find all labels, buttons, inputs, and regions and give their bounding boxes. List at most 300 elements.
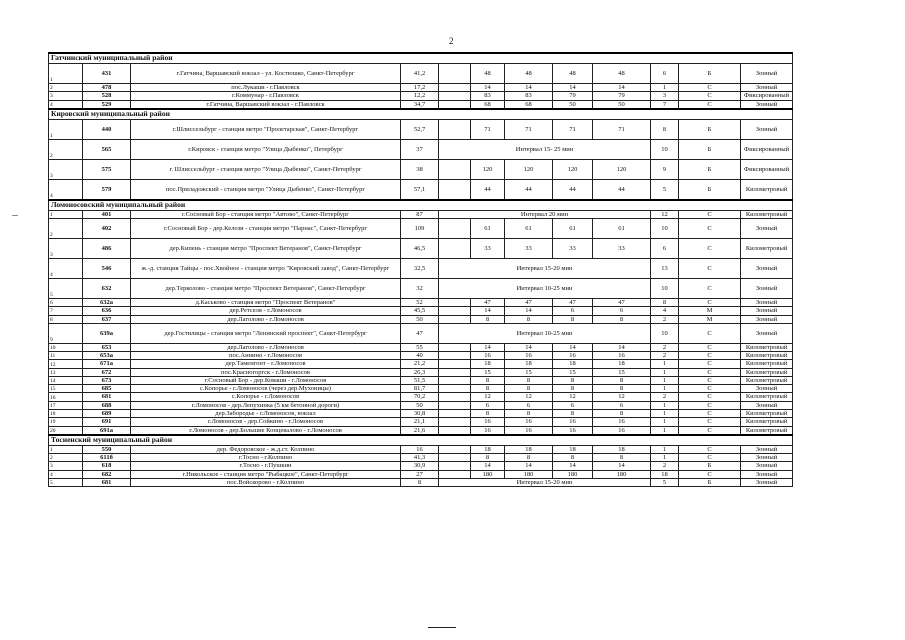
tariff-type: Зонный	[741, 84, 793, 92]
row-number: 12	[49, 360, 83, 368]
route-length: 27	[401, 470, 439, 478]
vehicle-count: 3	[651, 92, 679, 100]
vehicle-count: 1	[651, 454, 679, 462]
row-number: 1	[49, 119, 83, 139]
route-description: дер.Лаголово - г.Ломоносов	[131, 343, 401, 351]
table-row	[49, 376, 793, 384]
spacer-cell	[439, 360, 471, 368]
spacer-cell	[439, 64, 471, 84]
tariff-type: Фиксированный	[741, 92, 793, 100]
spacer-cell	[439, 352, 471, 360]
route-length: 45,5	[401, 307, 439, 315]
trips-value: 18	[505, 445, 553, 453]
trips-value: 16	[553, 418, 593, 426]
route-length: 21,2	[401, 360, 439, 368]
route-description: дер.Кипень - станция метро "Проспект Ветеранов", Санкт-Петербург	[131, 239, 401, 259]
route-number: 529	[83, 100, 131, 109]
route-length: 38	[401, 159, 439, 179]
vehicle-class: С	[679, 445, 741, 453]
table-row	[49, 385, 793, 393]
row-number: 20	[49, 426, 83, 435]
trips-value: 8	[593, 409, 651, 417]
table-row	[49, 360, 793, 368]
spacer-cell	[439, 445, 471, 453]
vehicle-class: Б	[679, 119, 741, 139]
route-description: пос.Войскорово - г.Колпино	[131, 478, 401, 486]
trips-value: 6	[505, 401, 553, 409]
route-number: 653а	[83, 352, 131, 360]
tariff-type: Километровый	[741, 409, 793, 417]
trips-value: 68	[505, 100, 553, 109]
route-description: г.Коммунар - г.Павловск	[131, 92, 401, 100]
vehicle-class: Б	[679, 179, 741, 200]
route-description: с.Копорье - г.Ломоносов (через дер.Мухоницы)	[131, 385, 401, 393]
route-number: 579	[83, 179, 131, 200]
tariff-type: Зонный	[741, 307, 793, 315]
tariff-type: Километровый	[741, 376, 793, 384]
route-length: 17,2	[401, 84, 439, 92]
table-row	[49, 92, 793, 100]
trips-value: 14	[553, 84, 593, 92]
spacer-cell	[439, 159, 471, 179]
route-description: пос.Лукаши - г.Павловск	[131, 84, 401, 92]
vehicle-class: Б	[679, 159, 741, 179]
vehicle-count: 1	[651, 401, 679, 409]
trips-value: 16	[505, 418, 553, 426]
route-description: пос.Аннино - г.Ломоносов	[131, 352, 401, 360]
trips-value: 18	[553, 445, 593, 453]
interval-note: Интервал 10-25 мин	[439, 323, 651, 343]
vehicle-count: 1	[651, 385, 679, 393]
trips-value: 15	[553, 368, 593, 376]
route-description: г.Ломоносов - дер.Большие Концевалово - г.Ломоносов	[131, 426, 401, 435]
route-number: 611б	[83, 454, 131, 462]
table-row	[49, 299, 793, 307]
trips-value: 33	[553, 239, 593, 259]
route-length: 47	[401, 323, 439, 343]
vehicle-class: М	[679, 315, 741, 323]
table-row	[49, 368, 793, 376]
row-number: 1	[49, 64, 83, 84]
tariff-type: Зонный	[741, 100, 793, 109]
trips-value: 16	[553, 426, 593, 435]
table-row	[49, 159, 793, 179]
trips-value: 71	[505, 119, 553, 139]
vehicle-count: 10	[651, 323, 679, 343]
trips-value: 120	[505, 159, 553, 179]
row-number: 5	[49, 478, 83, 486]
table-row	[49, 393, 793, 401]
row-number: 5	[49, 279, 83, 299]
vehicle-class: С	[679, 393, 741, 401]
spacer-cell	[439, 418, 471, 426]
vehicle-count: 12	[651, 210, 679, 218]
trips-value: 83	[505, 92, 553, 100]
trips-value: 120	[593, 159, 651, 179]
vehicle-class: С	[679, 360, 741, 368]
trips-value: 8	[505, 376, 553, 384]
spacer-cell	[439, 299, 471, 307]
route-length: 57,1	[401, 179, 439, 200]
tariff-type: Километровый	[741, 352, 793, 360]
tariff-type: Зонный	[741, 454, 793, 462]
table-row	[49, 210, 793, 218]
trips-value: 47	[553, 299, 593, 307]
tariff-type: Километровый	[741, 343, 793, 351]
trips-value: 61	[593, 219, 651, 239]
tariff-type: Зонный	[741, 259, 793, 279]
route-length: 50	[401, 315, 439, 323]
vehicle-class: М	[679, 307, 741, 315]
vehicle-count: 8	[651, 119, 679, 139]
route-description: дер.Терколово - станция метро "Проспект Ветеранов", Санкт-Петербург	[131, 279, 401, 299]
route-description: г.Кировск - станция метро "Улица Дыбенко", Петербург	[131, 139, 401, 159]
route-number: 681	[83, 478, 131, 486]
trips-value: 180	[471, 470, 505, 478]
trips-value: 14	[471, 84, 505, 92]
route-number: 618	[83, 462, 131, 470]
route-description: дер.Ретселя - г.Ломоносов	[131, 307, 401, 315]
trips-value: 61	[505, 219, 553, 239]
row-number: 15	[49, 385, 83, 393]
trips-value: 16	[471, 352, 505, 360]
vehicle-class: С	[679, 401, 741, 409]
trips-value: 18	[505, 360, 553, 368]
tariff-type: Зонный	[741, 478, 793, 486]
route-length: 109	[401, 219, 439, 239]
route-description: дер. Федоровское - ж.д.ст. Колпино	[131, 445, 401, 453]
trips-value: 47	[593, 299, 651, 307]
spacer-cell	[439, 100, 471, 109]
table-row	[49, 462, 793, 470]
row-number: 3	[49, 92, 83, 100]
row-number: 13	[49, 368, 83, 376]
section-header	[49, 109, 793, 120]
trips-value: 79	[553, 92, 593, 100]
table-row	[49, 470, 793, 478]
route-number: 575	[83, 159, 131, 179]
trips-value: 180	[553, 470, 593, 478]
tariff-type: Зонный	[741, 299, 793, 307]
route-length: 52	[401, 299, 439, 307]
route-length: 40	[401, 352, 439, 360]
trips-value: 71	[553, 119, 593, 139]
vehicle-class: С	[679, 259, 741, 279]
row-number: 3	[49, 239, 83, 259]
route-length: 21,6	[401, 426, 439, 435]
route-length: 81,7	[401, 385, 439, 393]
row-number: 4	[49, 259, 83, 279]
route-length: 50	[401, 401, 439, 409]
tariff-type: Километровый	[741, 179, 793, 200]
trips-value: 61	[471, 219, 505, 239]
route-number: 565	[83, 139, 131, 159]
row-number: 2	[49, 84, 83, 92]
table-row	[49, 119, 793, 139]
vehicle-class: С	[679, 92, 741, 100]
trips-value: 120	[553, 159, 593, 179]
route-length: 52,7	[401, 119, 439, 139]
trips-value: 8	[505, 409, 553, 417]
table-row	[49, 323, 793, 343]
table-row	[49, 279, 793, 299]
route-description: ж.-д. станция Тайцы - пос.Хвойное - станция метро "Кировский завод", Санкт-Петербург	[131, 259, 401, 279]
route-length: 30,9	[401, 462, 439, 470]
route-description: г.Ломоносов - дер.Сойкино - г.Ломоносов	[131, 418, 401, 426]
trips-value: 8	[553, 315, 593, 323]
route-number: 682	[83, 470, 131, 478]
vehicle-count: 1	[651, 376, 679, 384]
tariff-type: Километровый	[741, 239, 793, 259]
spacer-cell	[439, 368, 471, 376]
route-number: 440	[83, 119, 131, 139]
route-description: г.Ломоносов - дер.Лепухинка (5 км бетонной дороги)	[131, 401, 401, 409]
vehicle-count: 1	[651, 368, 679, 376]
trips-value: 14	[593, 84, 651, 92]
vehicle-class: С	[679, 418, 741, 426]
table-row	[49, 179, 793, 200]
trips-value: 48	[505, 64, 553, 84]
route-description: г.Гатчина, Варшавский вокзал - г.Павловск	[131, 100, 401, 109]
table-row	[49, 352, 793, 360]
route-number: 401	[83, 210, 131, 218]
route-description: дер.Забородье - г.Ломоносов, вокзал	[131, 409, 401, 417]
interval-note: Интервал 15-20 мин	[439, 259, 651, 279]
trips-value: 50	[553, 100, 593, 109]
route-number: 688	[83, 401, 131, 409]
trips-value: 71	[471, 119, 505, 139]
trips-value: 16	[505, 352, 553, 360]
section-title: Тосненский муниципальный район	[49, 435, 793, 446]
trips-value: 6	[593, 401, 651, 409]
trips-value: 14	[553, 343, 593, 351]
route-description: г.Никольское - станция метро "Рыбацкое", Санкт-Петербург	[131, 470, 401, 478]
row-number: 1	[49, 210, 83, 218]
table-row	[49, 315, 793, 323]
vehicle-count: 1	[651, 360, 679, 368]
route-number: 673	[83, 376, 131, 384]
trips-value: 14	[553, 462, 593, 470]
trips-value: 15	[593, 368, 651, 376]
route-description: дер.Таменгонт - г.Ломоносов	[131, 360, 401, 368]
vehicle-class: С	[679, 323, 741, 343]
section-header	[49, 53, 793, 64]
tariff-type: Зонный	[741, 470, 793, 478]
trips-value: 16	[471, 418, 505, 426]
trips-value: 180	[505, 470, 553, 478]
vehicle-count: 2	[651, 315, 679, 323]
page-number: 2	[449, 36, 454, 46]
trips-value: 14	[593, 343, 651, 351]
spacer-cell	[439, 92, 471, 100]
row-number: 17	[49, 401, 83, 409]
vehicle-class: С	[679, 368, 741, 376]
route-number: 685	[83, 385, 131, 393]
trips-value: 47	[505, 299, 553, 307]
table-row	[49, 139, 793, 159]
trips-value: 33	[593, 239, 651, 259]
trips-value: 180	[593, 470, 651, 478]
route-description: г.Сосновый Бор - дер.Коваши - г.Ломоносов	[131, 376, 401, 384]
trips-value: 8	[553, 454, 593, 462]
route-length: 55	[401, 343, 439, 351]
vehicle-class: С	[679, 84, 741, 92]
tariff-type: Зонный	[741, 315, 793, 323]
spacer-cell	[439, 239, 471, 259]
trips-value: 8	[471, 315, 505, 323]
route-number: 637	[83, 315, 131, 323]
trips-value: 6	[593, 307, 651, 315]
route-description: дер.Лаголово - г.Ломоносов	[131, 315, 401, 323]
spacer-cell	[439, 462, 471, 470]
spacer-cell	[439, 119, 471, 139]
row-number: 2	[49, 219, 83, 239]
vehicle-class: С	[679, 239, 741, 259]
route-description: с.Копорье - г.Ломоносов	[131, 393, 401, 401]
trips-value: 16	[471, 426, 505, 435]
route-number: 681	[83, 393, 131, 401]
vehicle-class: С	[679, 470, 741, 478]
route-length: 34,7	[401, 100, 439, 109]
vehicle-count: 1	[651, 409, 679, 417]
section-header	[49, 435, 793, 446]
trips-value: 8	[505, 385, 553, 393]
table-row	[49, 343, 793, 351]
route-number: 528	[83, 92, 131, 100]
trips-value: 44	[505, 179, 553, 200]
row-number: 4	[49, 179, 83, 200]
trips-value: 71	[593, 119, 651, 139]
trips-value: 79	[593, 92, 651, 100]
route-number: 671а	[83, 360, 131, 368]
spacer-cell	[439, 454, 471, 462]
vehicle-count: 1	[651, 84, 679, 92]
trips-value: 12	[553, 393, 593, 401]
vehicle-count: 9	[651, 159, 679, 179]
trips-value: 8	[593, 315, 651, 323]
spacer-cell	[439, 401, 471, 409]
trips-value: 14	[505, 84, 553, 92]
tariff-type: Зонный	[741, 64, 793, 84]
route-length: 32	[401, 279, 439, 299]
vehicle-count: 2	[651, 393, 679, 401]
vehicle-class: С	[679, 454, 741, 462]
route-description: г.Тосно - г.Колпино	[131, 454, 401, 462]
trips-value: 14	[471, 462, 505, 470]
row-number: 8	[49, 315, 83, 323]
route-description: г. Шлиссельбург - станция метро "Улица Дыбенко", Санкт-Петербург	[131, 159, 401, 179]
row-number: 14	[49, 376, 83, 384]
vehicle-class: Б	[679, 462, 741, 470]
vehicle-class: С	[679, 343, 741, 351]
trips-value: 6	[471, 401, 505, 409]
route-description: г.Гатчина, Варшавский вокзал - ул. Костюшко, Санкт-Петербург	[131, 64, 401, 84]
vehicle-count: 4	[651, 307, 679, 315]
trips-value: 44	[471, 179, 505, 200]
trips-value: 15	[471, 368, 505, 376]
trips-value: 18	[471, 445, 505, 453]
trips-value: 8	[471, 376, 505, 384]
route-description: г.Сосновый Бор - станция метро "Автово", Санкт-Петербург	[131, 210, 401, 218]
row-number: 4	[49, 100, 83, 109]
trips-value: 6	[553, 307, 593, 315]
tariff-type: Зонный	[741, 219, 793, 239]
route-description: г.Сосновый Бор - дер.Келози - станция метро "Парнас", Санкт-Петербург	[131, 219, 401, 239]
row-number: 18	[49, 409, 83, 417]
footer-rule	[428, 627, 456, 628]
trips-value: 83	[471, 92, 505, 100]
row-number: 6	[49, 299, 83, 307]
route-number: 431	[83, 64, 131, 84]
trips-value: 14	[505, 343, 553, 351]
route-number: 486	[83, 239, 131, 259]
route-length: 87	[401, 210, 439, 218]
vehicle-class: С	[679, 100, 741, 109]
routes-table	[48, 52, 793, 487]
vehicle-count: 2	[651, 343, 679, 351]
tariff-type: Километровый	[741, 210, 793, 218]
vehicle-count: 1	[651, 445, 679, 453]
spacer-cell	[439, 179, 471, 200]
trips-value: 14	[505, 307, 553, 315]
table-row	[49, 409, 793, 417]
route-length: 70,2	[401, 393, 439, 401]
tariff-type: Километровый	[741, 360, 793, 368]
table-row	[49, 426, 793, 435]
trips-value: 33	[505, 239, 553, 259]
trips-value: 8	[553, 385, 593, 393]
route-length: 46,5	[401, 239, 439, 259]
vehicle-count: 1	[651, 426, 679, 435]
trips-value: 14	[471, 307, 505, 315]
trips-value: 8	[505, 454, 553, 462]
table-row	[49, 307, 793, 315]
route-number: 691а	[83, 426, 131, 435]
row-number: 3	[49, 462, 83, 470]
trips-value: 47	[471, 299, 505, 307]
tariff-type: Зонный	[741, 119, 793, 139]
route-number: 402	[83, 219, 131, 239]
trips-value: 44	[593, 179, 651, 200]
row-number: 2	[49, 139, 83, 159]
vehicle-class: С	[679, 409, 741, 417]
vehicle-count: 5	[651, 478, 679, 486]
trips-value: 14	[471, 343, 505, 351]
table-row	[49, 219, 793, 239]
vehicle-count: 1	[651, 418, 679, 426]
trips-value: 18	[471, 360, 505, 368]
route-number: 691	[83, 418, 131, 426]
trips-value: 8	[471, 385, 505, 393]
table-row	[49, 239, 793, 259]
spacer-cell	[439, 409, 471, 417]
route-description: дер.Гостилицы - станция метро "Ленинский проспект", Санкт-Петербург	[131, 323, 401, 343]
row-number: 11	[49, 352, 83, 360]
spacer-cell	[439, 315, 471, 323]
trips-value: 12	[471, 393, 505, 401]
vehicle-class: Б	[679, 64, 741, 84]
trips-value: 12	[505, 393, 553, 401]
route-description: д.Каськово - станция метро "Проспект Ветеранов"	[131, 299, 401, 307]
tariff-type: Зонный	[741, 462, 793, 470]
vehicle-count: 2	[651, 352, 679, 360]
trips-value: 8	[471, 409, 505, 417]
row-number: 19	[49, 418, 83, 426]
route-number: 653	[83, 343, 131, 351]
vehicle-class: С	[679, 299, 741, 307]
trips-value: 8	[471, 454, 505, 462]
section-title: Гатчинский муниципальный район	[49, 53, 793, 64]
